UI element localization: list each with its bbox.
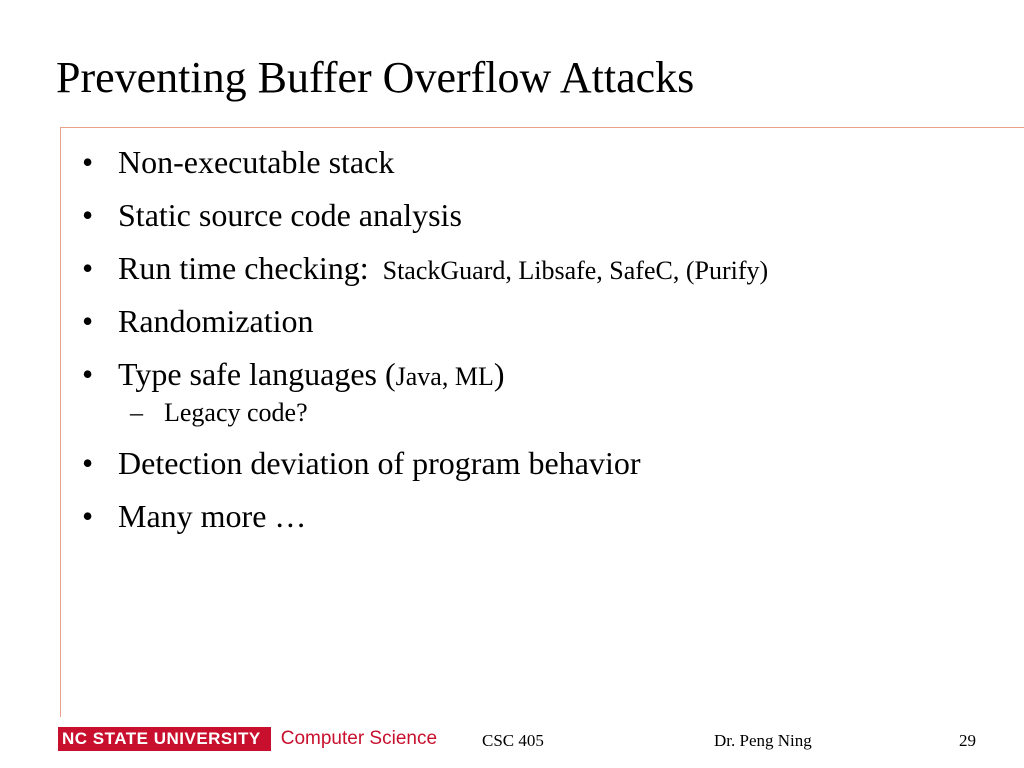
bullet-suffix: ): [493, 356, 505, 392]
bullet-item: [82, 300, 1012, 353]
bullet-detail: Java, ML: [395, 362, 494, 391]
bullet-marker: •: [82, 144, 94, 180]
bullet-text: Type safe languages (: [118, 356, 396, 392]
page-number: 29: [959, 731, 976, 750]
bullet-text: Detection deviation of program behavior: [118, 445, 641, 481]
bullet-marker: •: [82, 498, 94, 534]
slide-footer: [0, 718, 1024, 768]
bullet-item: [82, 247, 1012, 300]
bullet-marker: •: [82, 250, 94, 286]
bullet-text: Run time checking:: [118, 250, 369, 286]
bullet-text: Non-executable stack: [118, 144, 395, 180]
top-rule: [60, 127, 1024, 128]
bullet-marker: •: [82, 445, 94, 481]
instructor-name: Dr. Peng Ning: [714, 731, 812, 750]
bullet-item: [82, 495, 1012, 548]
left-rule: [60, 127, 61, 717]
bullet-item: [82, 194, 1012, 247]
course-code: CSC 405: [482, 731, 544, 750]
bullet-item: [82, 442, 1012, 495]
bullet-text: Many more …: [118, 498, 307, 534]
bullet-marker: •: [82, 303, 94, 339]
logo-wordmark: NC STATE UNIVERSITY: [58, 727, 271, 751]
bullet-list: [82, 141, 1012, 548]
slide-title: Preventing Buffer Overflow Attacks: [56, 53, 695, 102]
sub-bullet-item: [82, 398, 1012, 442]
bullet-item: [82, 353, 1012, 398]
sub-bullet-marker: –: [130, 398, 143, 427]
bullet-text: Randomization: [118, 303, 314, 339]
department-name: Computer Science: [280, 728, 438, 749]
bullet-marker: •: [82, 197, 94, 233]
sub-bullet-text: Legacy code?: [164, 398, 308, 427]
bullet-marker: •: [82, 356, 94, 392]
bullet-item: [82, 141, 1012, 194]
bullet-detail: StackGuard, Libsafe, SafeC, (Purify): [382, 256, 769, 285]
university-logo: [58, 727, 437, 751]
bullet-text: Static source code analysis: [118, 197, 462, 233]
